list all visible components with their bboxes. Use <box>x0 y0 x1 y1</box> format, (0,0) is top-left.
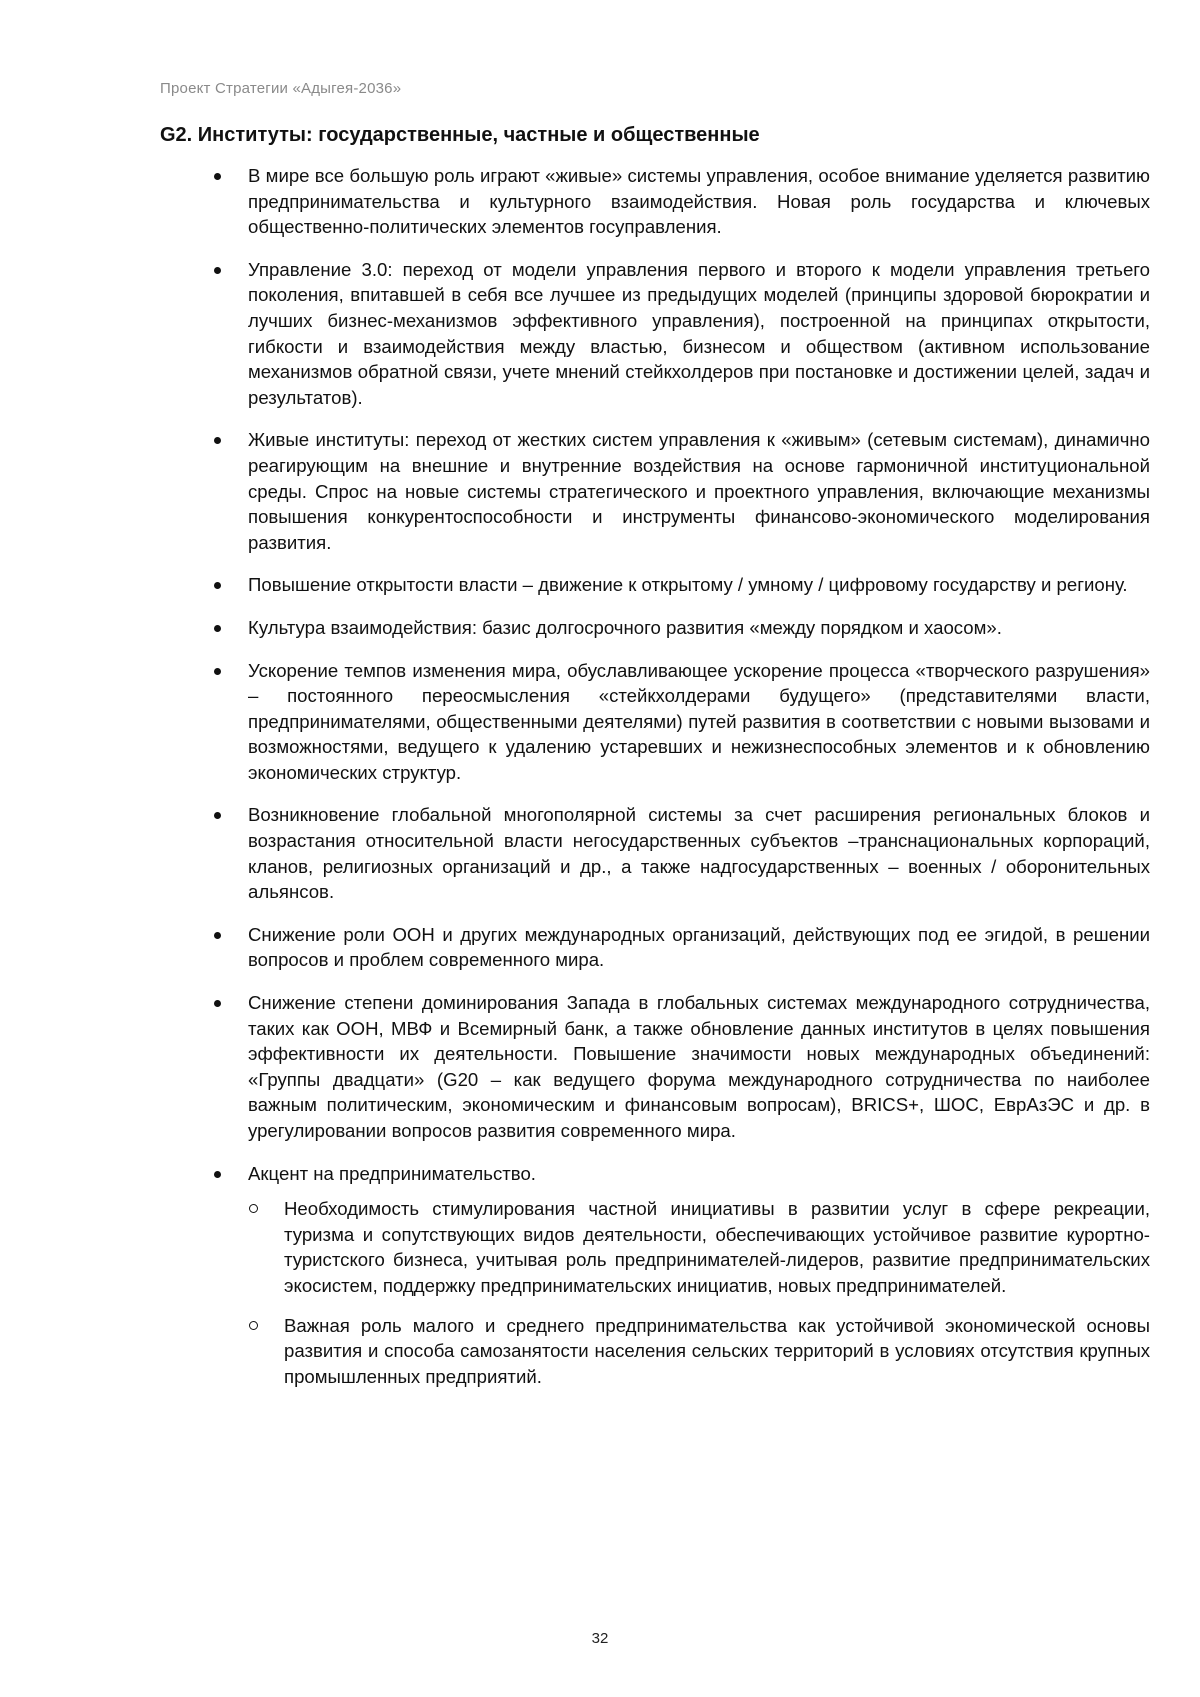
bullet-item <box>160 163 1150 240</box>
bullet-item <box>160 257 1150 411</box>
hollow-circle-icon <box>249 1204 258 1213</box>
bullet-dot-icon <box>214 1000 221 1007</box>
bullet-text: Снижение степени доминирования Запада в глобальных системах международного сотрудничества, таких как ООН, МВФ и Всемирный банк, а также обновление данных институтов в целях повышения эффективности их деятельности. Повышение значимости новых международных объединений: «Группы двадцати» (G20 – как ведущего форума международного сотрудничества по наиболее важным политическим, экономическим и финансовым вопросам), BRICS+, ШОС, ЕврАзЭС и др. в урегулировании вопросов развития современного мира. <box>248 992 1150 1141</box>
bullet-text: Снижение роли ООН и других международных организаций, действующих под ее эгидой, в решении вопросов и проблем современного мира. <box>248 923 1150 971</box>
bullet-dot-icon <box>214 1171 221 1178</box>
bullet-dot-icon <box>214 812 221 819</box>
bullet-text: Акцент на предпринимательство. <box>248 1162 536 1184</box>
bullet-dot-icon <box>214 625 221 632</box>
bullet-item <box>160 990 1150 1144</box>
bullet-list <box>160 163 1150 1389</box>
bullet-text: Живые институты: переход от жестких систем управления к «живым» (сетевым системам), динамично реагирующим на внешние и внутренние воздействия на основе гармоничной институциональной среды. Спрос на новые системы стратегического и проектного управления, включающие механизмы повышения конкурентоспособности и инструменты финансово-экономического моделирования развития. <box>248 429 1150 553</box>
bullet-item <box>160 427 1150 555</box>
bullet-dot-icon <box>214 267 221 274</box>
bullet-text: Повышение открытости власти – движение к открытому / умному / цифровому государству и региону. <box>248 574 1128 596</box>
bullet-dot-icon <box>214 932 221 939</box>
bullet-item <box>160 802 1150 904</box>
sub-bullet-item <box>248 1196 1150 1298</box>
bullet-item <box>160 572 1150 598</box>
bullet-item <box>160 615 1150 641</box>
section-body <box>160 163 1150 1406</box>
page-number: 32 <box>591 1630 609 1647</box>
section-title: G2. Институты: государственные, частные и общественные <box>160 124 760 146</box>
bullet-text: Управление 3.0: переход от модели управления первого и второго к модели управления третьего поколения, впитавшей в себя все лучшее из предыдущих моделей (принципы здоровой бюрократии и лучших бизнес-механизмов эффективного управления), построенной на принципах открытости, гибкости и взаимодействия между властью, бизнесом и обществом (активном использование механизмов обратной связи, учете мнений стейкхолдеров при постановке и достижении целей, задач и результатов). <box>248 258 1150 408</box>
sub-bullet-text: Необходимость стимулирования частной инициативы в развитии услуг в сфере рекреации, туризма и сопутствующих видов деятельности, обеспечивающих устойчивое развитие курортно-туристского бизнеса, учитывая роль предпринимателей-лидеров, развитие предпринимательских экосистем, поддержку предпринимательских инициатив, новых предпринимателей. <box>284 1198 1150 1296</box>
bullet-text: Культура взаимодействия: базис долгосрочного развития «между порядком и хаосом». <box>248 616 1002 638</box>
hollow-circle-icon <box>249 1321 258 1330</box>
bullet-dot-icon <box>214 173 221 180</box>
sub-bullet-list <box>248 1196 1150 1389</box>
bullet-dot-icon <box>214 437 221 444</box>
sub-bullet-text: Важная роль малого и среднего предпринимательства как устойчивой экономической основы развития и способа самозанятости населения сельских территорий в условиях отсутствия крупных промышленных предприятий. <box>284 1314 1150 1387</box>
bullet-dot-icon <box>214 668 221 675</box>
bullet-dot-icon <box>214 582 221 589</box>
running-header: Проект Стратегии «Адыгея-2036» <box>160 80 402 97</box>
bullet-item <box>160 658 1150 786</box>
sub-bullet-item <box>248 1313 1150 1390</box>
bullet-text: Возникновение глобальной многополярной системы за счет расширения региональных блоков и возрастания относительной власти негосударственных субъектов –транснациональных корпораций, кланов, религиозных организаций и др., а также надгосударственных – военных / оборонительных альянсов. <box>248 804 1150 903</box>
bullet-item <box>160 1161 1150 1390</box>
bullet-text: В мире все большую роль играют «живые» системы управления, особое внимание уделяется развитию предпринимательства и культурного взаимодействия. Новая роль государства и ключевых общественно-политических элементов госуправления. <box>248 165 1150 238</box>
bullet-item <box>160 922 1150 973</box>
bullet-text: Ускорение темпов изменения мира, обуславливающее ускорение процесса «творческого разрушения» – постоянного переосмысления «стейкхолдерами будущего» (представителями власти, предпринимателями, общественными деятелями) путей развития в соответствии с новыми вызовами и возможностями, ведущего к удалению устаревших и нежизнеспособных элементов и к обновлению экономических структур. <box>248 659 1150 783</box>
